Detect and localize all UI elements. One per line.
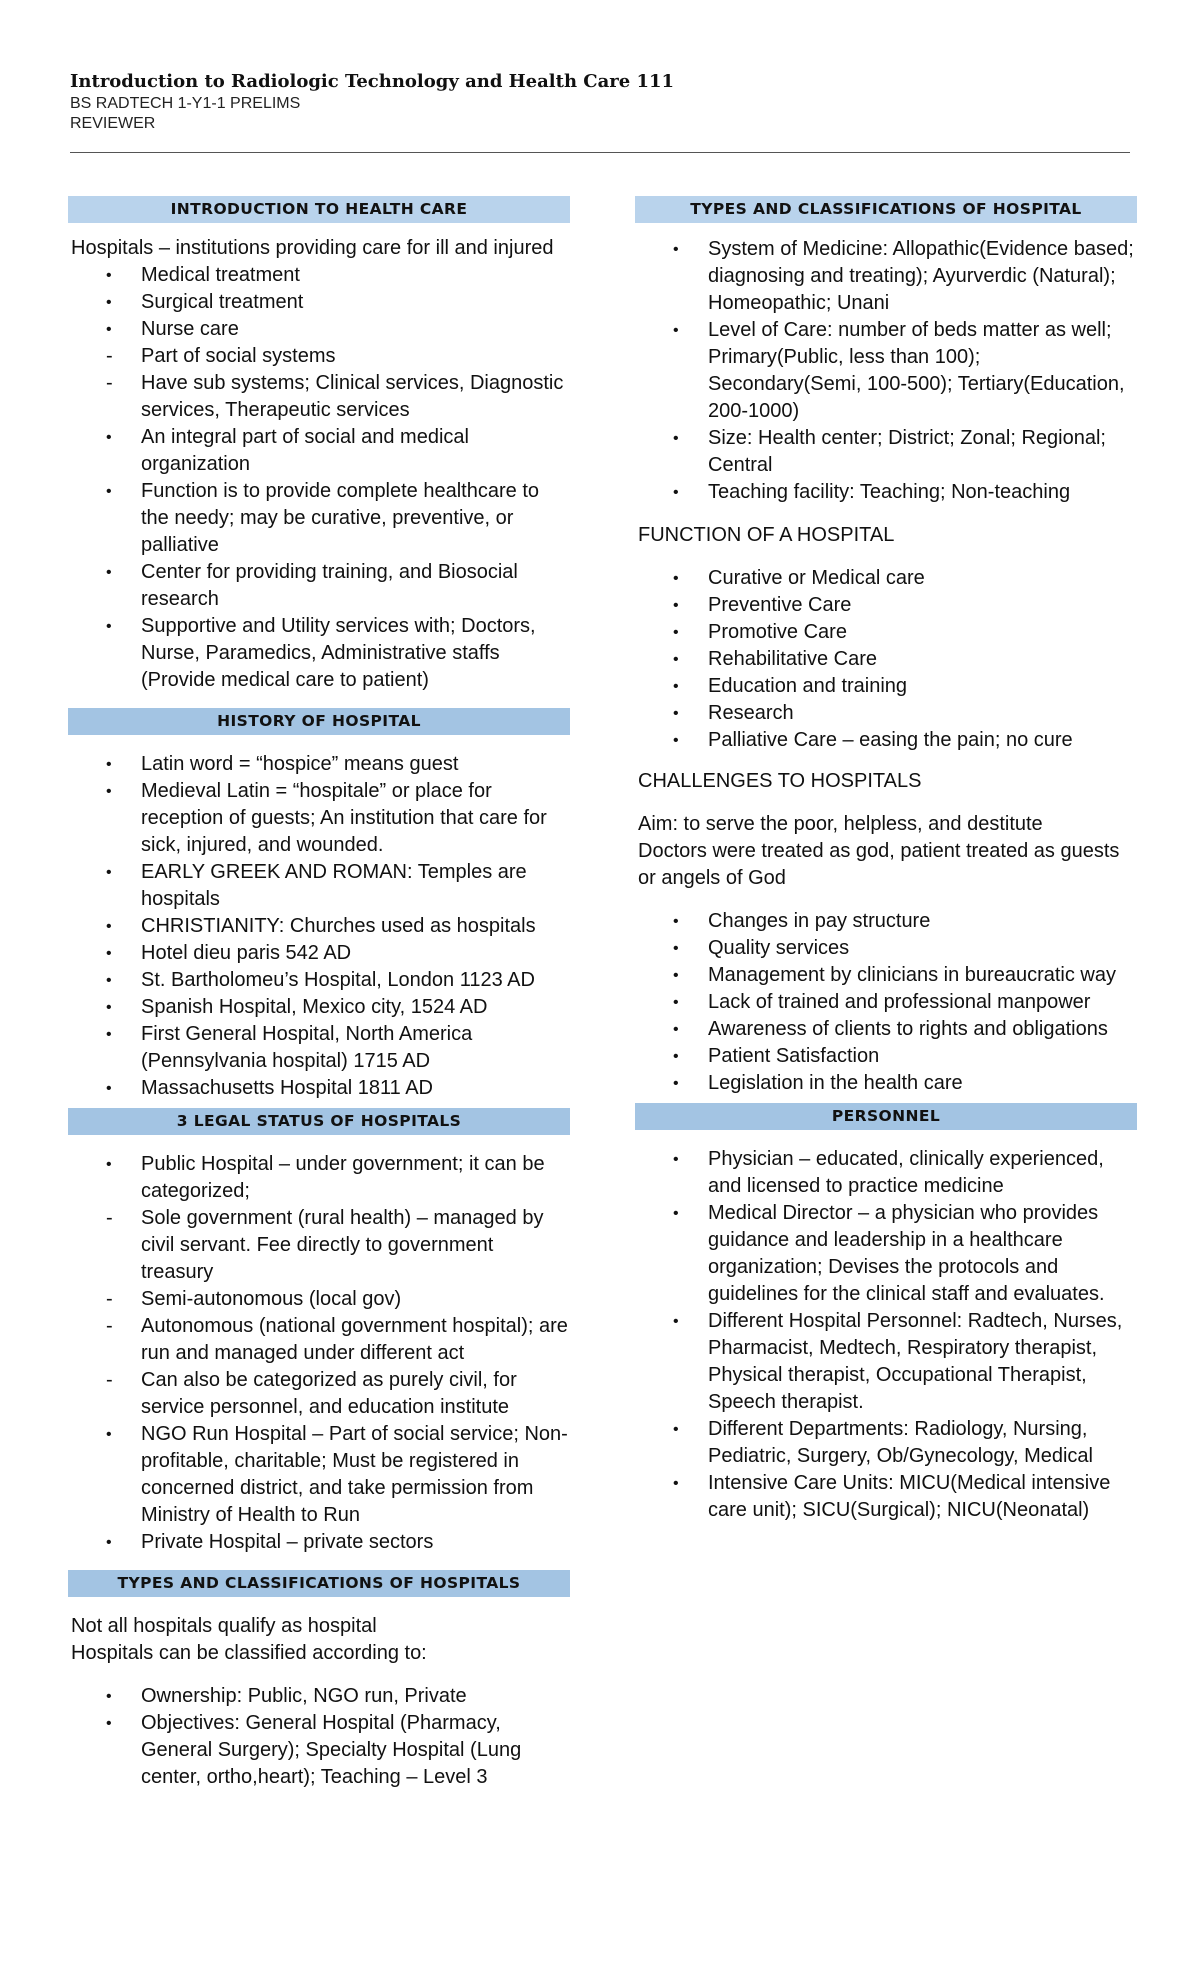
bullet-icon: • [673, 624, 679, 641]
bullet-icon: • [673, 913, 679, 930]
list-item [68, 913, 570, 940]
bullet-icon: • [106, 618, 112, 635]
list-item-text: St. Bartholomeu’s Hospital, London 1123 AD [141, 969, 535, 991]
list-item-text: Public Hospital – under government; it can be categorized; [141, 1153, 545, 1202]
bullet-icon: • [673, 705, 679, 722]
list-item-text: Center for providing training, and Biosocial research [141, 561, 518, 610]
list-item-text: Supportive and Utility services with; Doctors, Nurse, Paramedics, Administrative staffs (Provide medical care to patient) [141, 615, 536, 691]
list-item-text: Legislation in the health care [708, 1072, 963, 1094]
list-item-text: First General Hospital, North America (Pennsylvania hospital) 1715 AD [141, 1023, 473, 1072]
list-item-text: Changes in pay structure [708, 910, 931, 932]
bullet-icon: • [106, 564, 112, 581]
list-item [68, 613, 570, 694]
list-item-text: Medieval Latin = “hospitale” or place for reception of guests; An institution that care for sick, injured, and wounded. [141, 780, 547, 856]
bullet-icon: • [673, 967, 679, 984]
bullet-icon: • [106, 918, 112, 935]
list-item [68, 262, 570, 289]
bullet-icon: • [673, 678, 679, 695]
list-item [68, 1205, 570, 1286]
list-item-text: Different Hospital Personnel: Radtech, Nurses, Pharmacist, Medtech, Respiratory therapist, Physical therapist, Occupational Therapist, Speech therapist. [708, 1310, 1123, 1413]
list-item [68, 1421, 570, 1529]
bullet-icon: • [673, 1021, 679, 1038]
list-item-text: Physician – educated, clinically experienced, and licensed to practice medicine [708, 1148, 1104, 1197]
bullet-icon: • [106, 756, 112, 773]
list-item-text: Different Departments: Radiology, Nursing, Pediatric, Surgery, Ob/Gynecology, Medical [708, 1418, 1093, 1467]
list-item [68, 1367, 570, 1421]
bullet-icon: • [106, 783, 112, 800]
bullet-icon: • [673, 651, 679, 668]
bullet-icon: • [106, 999, 112, 1016]
list-item-text: Awareness of clients to rights and obligations [708, 1018, 1108, 1040]
list-item-text: Management by clinicians in bureaucratic way [708, 964, 1116, 986]
list-item [635, 236, 1137, 317]
challenges-aim-2: Doctors were treated as god, patient treated as guests or angels of God [638, 840, 1120, 889]
list-item-text: EARLY GREEK AND ROMAN: Temples are hospitals [141, 861, 527, 910]
bullet-icon: • [106, 1426, 112, 1443]
section-heading-legal-status: 3 LEGAL STATUS OF HOSPITALS [68, 1108, 570, 1135]
challenges-aim: Aim: to serve the poor, helpless, and destitute [638, 813, 1043, 835]
list-item [635, 673, 1137, 700]
history-list [68, 751, 570, 1102]
list-item-text: Surgical treatment [141, 291, 304, 313]
bullet-icon: • [673, 322, 679, 339]
intro-list [68, 262, 570, 694]
list-item [635, 1416, 1137, 1470]
list-item-text: Promotive Care [708, 621, 847, 643]
list-item [68, 778, 570, 859]
bullet-icon: • [106, 1715, 112, 1732]
section-heading-history: HISTORY OF HOSPITAL [68, 708, 570, 735]
bullet-icon: • [106, 429, 112, 446]
list-item [635, 565, 1137, 592]
bullet-icon: • [673, 1313, 679, 1330]
list-item [635, 989, 1137, 1016]
list-item-text: Hotel dieu paris 542 AD [141, 942, 352, 964]
types-left-list [68, 1683, 570, 1791]
bullet-icon: • [106, 1026, 112, 1043]
bullet-icon: • [106, 1534, 112, 1551]
list-item-text: Autonomous (national government hospital); are run and managed under different act [141, 1315, 568, 1364]
list-item-text: An integral part of social and medical organization [141, 426, 469, 475]
list-item-text: Ownership: Public, NGO run, Private [141, 1685, 467, 1707]
list-item [68, 1075, 570, 1102]
list-item [635, 962, 1137, 989]
intro-lead: Hospitals – institutions providing care for ill and injured [71, 237, 554, 259]
list-item-text: Objectives: General Hospital (Pharmacy, General Surgery); Specialty Hospital (Lung center, ortho,heart); Teaching – Level 3 [141, 1712, 522, 1788]
list-item-text: Nurse care [141, 318, 239, 340]
bullet-icon: • [106, 1080, 112, 1097]
list-item-text: Curative or Medical care [708, 567, 925, 589]
list-item-text: Intensive Care Units: MICU(Medical intensive care unit); SICU(Surgical); NICU(Neonatal) [708, 1472, 1111, 1521]
list-item [68, 289, 570, 316]
list-item [68, 316, 570, 343]
bullet-icon: • [673, 1205, 679, 1222]
list-item-text: Patient Satisfaction [708, 1045, 880, 1067]
list-item-text: Spanish Hospital, Mexico city, 1524 AD [141, 996, 488, 1018]
list-item-text: Palliative Care – easing the pain; no cure [708, 729, 1073, 751]
dash-marker: - [106, 372, 113, 394]
bullet-icon: • [673, 484, 679, 501]
bullet-icon: • [673, 570, 679, 587]
dash-marker: - [106, 1207, 113, 1229]
document-title: Introduction to Radiologic Technology and Health Care 111 [70, 71, 675, 92]
bullet-icon: • [673, 732, 679, 749]
list-item [635, 700, 1137, 727]
function-heading: FUNCTION OF A HOSPITAL [638, 524, 895, 546]
list-item [68, 1286, 570, 1313]
reviewer-line: REVIEWER [70, 115, 156, 132]
list-item-text: Research [708, 702, 794, 724]
header-divider [70, 152, 1130, 153]
document-header [70, 70, 1130, 134]
list-item [68, 1313, 570, 1367]
types-lead-1: Not all hospitals qualify as hospital [71, 1615, 377, 1637]
legal-status-list [68, 1151, 570, 1556]
list-item-text: Level of Care: number of beds matter as well; Primary(Public, less than 100); Secondary(Semi, 100-500); Tertiary(Education, 200-1000) [708, 319, 1125, 422]
list-item [635, 592, 1137, 619]
list-item [635, 317, 1137, 425]
section-heading-types-right: TYPES AND CLASSIFICATIONS OF HOSPITAL [635, 196, 1137, 223]
personnel-list [635, 1146, 1137, 1524]
list-item [635, 1308, 1137, 1416]
list-item [68, 994, 570, 1021]
bullet-icon: • [106, 972, 112, 989]
types-right-list [635, 236, 1137, 506]
bullet-icon: • [106, 267, 112, 284]
list-item [68, 967, 570, 994]
list-item [635, 479, 1137, 506]
section-heading-intro: INTRODUCTION TO HEALTH CARE [68, 196, 570, 223]
section-heading-personnel: PERSONNEL [635, 1103, 1137, 1130]
list-item [635, 727, 1137, 754]
list-item [635, 908, 1137, 935]
list-item [68, 751, 570, 778]
bullet-icon: • [673, 994, 679, 1011]
dash-marker: - [106, 345, 113, 367]
left-column [68, 196, 570, 1791]
list-item-text: Sole government (rural health) – managed by civil servant. Fee directly to government treasury [141, 1207, 544, 1283]
bullet-icon: • [106, 321, 112, 338]
list-item-text: Education and training [708, 675, 908, 697]
bullet-icon: • [673, 1421, 679, 1438]
list-item [68, 343, 570, 370]
list-item [68, 859, 570, 913]
bullet-icon: • [673, 1048, 679, 1065]
list-item [68, 940, 570, 967]
challenges-list [635, 908, 1137, 1097]
section-heading-types-left: TYPES AND CLASSIFICATIONS OF HOSPITALS [68, 1570, 570, 1597]
list-item-text: Part of social systems [141, 345, 336, 367]
list-item-text: Preventive Care [708, 594, 852, 616]
list-item-text: Teaching facility: Teaching; Non-teaching [708, 481, 1071, 503]
list-item-text: Semi-autonomous (local gov) [141, 1288, 402, 1310]
list-item [68, 1021, 570, 1075]
list-item [68, 1683, 570, 1710]
types-lead-2: Hospitals can be classified according to: [71, 1642, 427, 1664]
list-item [635, 1146, 1137, 1200]
list-item-text: Can also be categorized as purely civil, for service personnel, and education institute [141, 1369, 517, 1418]
list-item [68, 424, 570, 478]
list-item [635, 935, 1137, 962]
dash-marker: - [106, 1288, 113, 1310]
list-item [635, 646, 1137, 673]
dash-marker: - [106, 1315, 113, 1337]
list-item [635, 1043, 1137, 1070]
bullet-icon: • [673, 1475, 679, 1492]
bullet-icon: • [673, 241, 679, 258]
challenges-heading: CHALLENGES TO HOSPITALS [638, 770, 922, 792]
list-item-text: System of Medicine: Allopathic(Evidence based; diagnosing and treating); Ayurverdic (Natural); Homeopathic; Unani [708, 238, 1134, 314]
bullet-icon: • [106, 1156, 112, 1173]
list-item-text: Lack of trained and professional manpower [708, 991, 1091, 1013]
list-item-text: Medical Director – a physician who provides guidance and leadership in a healthcare organization; Devises the protocols and guidelines for the clinical staff and evaluates. [708, 1202, 1105, 1305]
list-item-text: Medical treatment [141, 264, 300, 286]
list-item [68, 478, 570, 559]
bullet-icon: • [106, 294, 112, 311]
dash-marker: - [106, 1369, 113, 1391]
list-item [635, 1070, 1137, 1097]
bullet-icon: • [673, 597, 679, 614]
list-item [635, 1200, 1137, 1308]
list-item-text: Size: Health center; District; Zonal; Regional; Central [708, 427, 1106, 476]
bullet-icon: • [673, 940, 679, 957]
list-item [68, 370, 570, 424]
bullet-icon: • [673, 1075, 679, 1092]
bullet-icon: • [106, 483, 112, 500]
bullet-icon: • [673, 1151, 679, 1168]
list-item-text: Massachusetts Hospital 1811 AD [141, 1077, 434, 1099]
bullet-icon: • [106, 864, 112, 881]
function-list [635, 565, 1137, 754]
list-item-text: Function is to provide complete healthcare to the needy; may be curative, preventive, or palliative [141, 480, 539, 556]
list-item-text: Have sub systems; Clinical services, Diagnostic services, Therapeutic services [141, 372, 564, 421]
list-item-text: NGO Run Hospital – Part of social service; Non-profitable, charitable; Must be registered in concerned district, and take permission from Ministry of Health to Run [141, 1423, 568, 1526]
list-item-text: Private Hospital – private sectors [141, 1531, 434, 1553]
list-item [68, 559, 570, 613]
bullet-icon: • [106, 945, 112, 962]
list-item [635, 1470, 1137, 1524]
list-item [68, 1151, 570, 1205]
list-item [68, 1710, 570, 1791]
bullet-icon: • [106, 1688, 112, 1705]
list-item [635, 425, 1137, 479]
list-item [635, 619, 1137, 646]
list-item [635, 1016, 1137, 1043]
list-item [68, 1529, 570, 1556]
list-item-text: Latin word = “hospice” means guest [141, 753, 459, 775]
right-column [635, 196, 1137, 1524]
list-item-text: Rehabilitative Care [708, 648, 877, 670]
list-item-text: CHRISTIANITY: Churches used as hospitals [141, 915, 536, 937]
bullet-icon: • [673, 430, 679, 447]
list-item-text: Quality services [708, 937, 850, 959]
course-line: BS RADTECH 1-Y1-1 PRELIMS [70, 95, 301, 112]
